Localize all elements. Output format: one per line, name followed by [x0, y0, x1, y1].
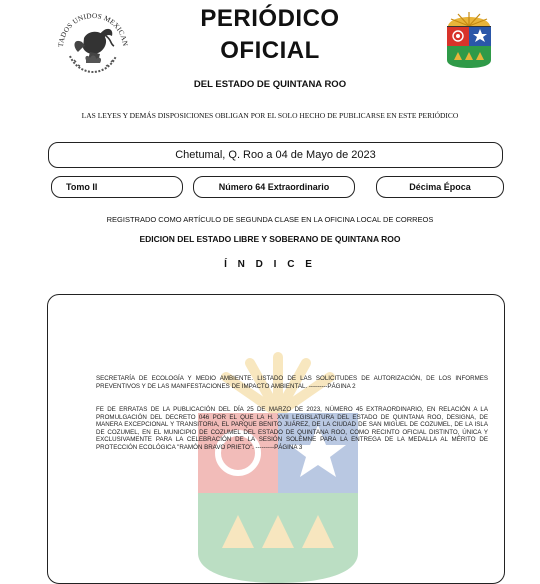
quintana-roo-coat-of-arms-icon: [440, 8, 498, 70]
place-date: Chetumal, Q. Roo a 04 de Mayo de 2023: [175, 149, 376, 161]
place-date-box: [48, 142, 503, 168]
edicion-text: EDICION DEL ESTADO LIBRE Y SOBERANO DE QUINTANA ROO: [139, 234, 401, 244]
indice-title: Í N D I C E: [224, 259, 316, 270]
epoca-label: Décima Época: [409, 182, 471, 192]
numero-label: Número 64 Extraordinario: [218, 182, 330, 192]
index-entry: FE DE ERRATAS DE LA PUBLICACIÓN DEL DÍA 25 DE MARZO DE 2023, NÚMERO 45 EXTRAORDINARIO, EN RELACIÓN A LA PROMULGACIÓN DEL DECRETO 046 POR EL QUE LA H. XVII LEGISLATURA DEL ESTADO DE QUINTANA ROO, DESIGNA, DE MANERA EXCEPCIONAL Y TRANSITORIA, EL PARQUE BENITO JUÁREZ, DE LA CIUDAD DE SAN MIGUEL DE COZUMEL, DE LA ISLA DE COZUMEL, EN EL MUNICIPIO DE COZUMEL DEL ESTADO DE QUINTANA ROO, COMO RECINTO OFICIAL DISTINTO, ÚNICA Y EXCLUSIVAMENTE PARA LA CELEBRACIÓN DE LA SESIÓN SOLEMNE PARA LA ENTREGA DE LA MEDALLA AL MÉRITO DE PROTECCIÓN ECOLÓGICA "RAMÓN BRAVO PRIETO". ---------PÁGINA 3: [96, 406, 488, 451]
numero-box: [193, 176, 355, 198]
index-content-box: [47, 294, 505, 584]
epoca-box: [376, 176, 504, 198]
subtitle: DEL ESTADO DE QUINTANA ROO: [193, 79, 347, 90]
page-title-line1: PERIÓDICO: [200, 5, 340, 32]
registrado-text: REGISTRADO COMO ARTÍCULO DE SEGUNDA CLASE EN LA OFICINA LOCAL DE CORREOS: [106, 215, 434, 224]
tomo-label: Tomo II: [66, 182, 98, 192]
law-notice: LAS LEYES Y DEMÁS DISPOSICIONES OBLIGAN POR EL SOLO HECHO DE PUBLICARSE EN ESTE PERIÓDICO: [81, 111, 459, 120]
page-title-line2: OFICIAL: [220, 37, 320, 64]
seal-left-text: TADOS UNIDOS MEXICAN: [56, 11, 130, 48]
tomo-box: [51, 176, 183, 198]
index-entry: SECRETARÍA DE ECOLOGÍA Y MEDIO AMBIENTE. LISTADO DE LAS SOLICITUDES DE AUTORIZACIÓN, DE LOS INFORMES PREVENTIVOS Y DE LAS MANIFESTACIONES DE IMPACTO AMBIENTAL. ---------PÁGINA 2: [96, 375, 488, 390]
